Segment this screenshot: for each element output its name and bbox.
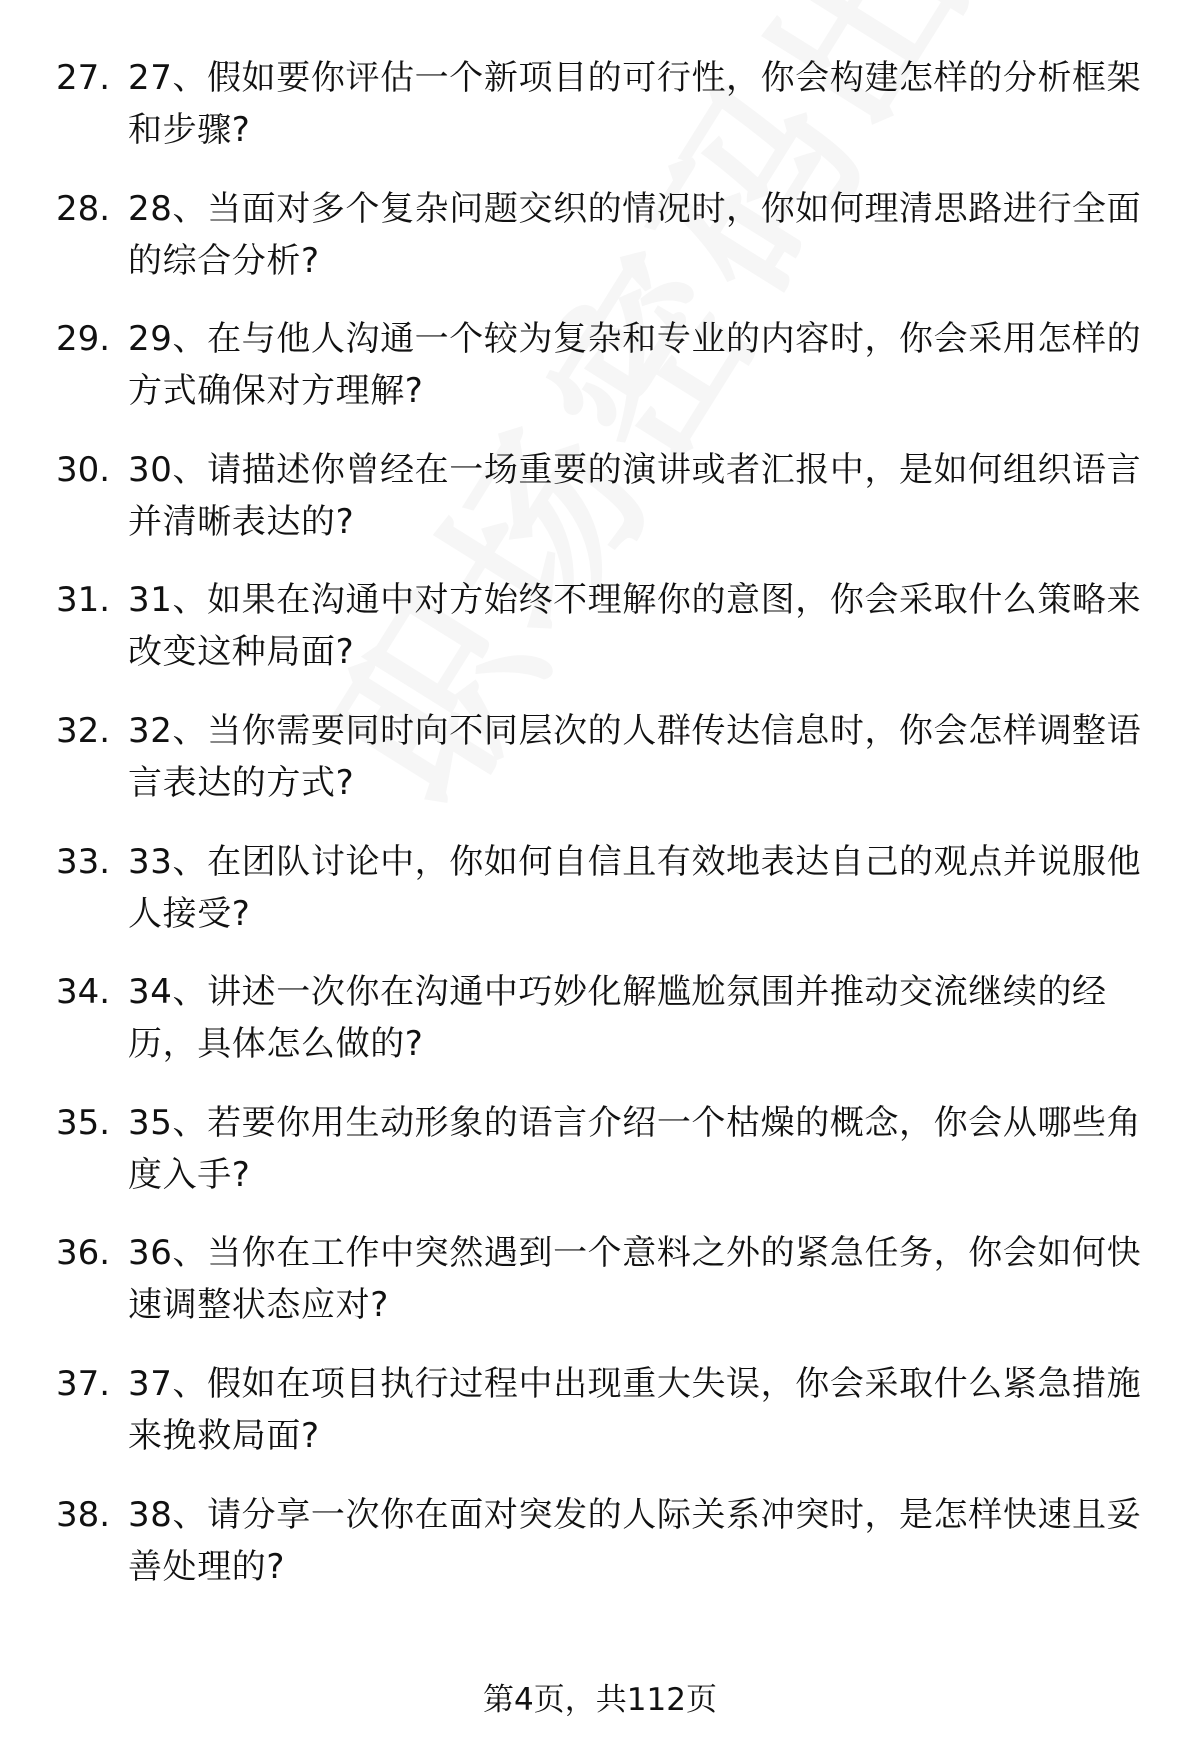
list-item-text: 34、讲述一次你在沟通中巧妙化解尴尬氛围并推动交流继续的经历，具体怎么做的?: [128, 972, 1107, 1065]
list-item-text: 27、假如要你评估一个新项目的可行性，你会构建怎样的分析框架和步骤?: [128, 58, 1142, 150]
list-item-number: 38.: [56, 1494, 111, 1535]
list-item: [0, 1489, 1200, 1620]
list-item-number: 28.: [56, 188, 111, 229]
list-item-text: 29、在与他人沟通一个较为复杂和专业的内容时，你会采用怎样的方式确保对方理解?: [128, 319, 1142, 412]
list-item-number: 29.: [56, 319, 111, 360]
list-item: [0, 1097, 1200, 1228]
list-item-number: 34.: [56, 972, 111, 1013]
list-item-text: 30、请描述你曾经在一场重要的演讲或者汇报中，是如何组织语言并清晰表达的?: [128, 449, 1142, 542]
list-item-number: 35.: [56, 1102, 111, 1143]
list-item: [0, 444, 1200, 575]
list-item-number: 32.: [56, 710, 111, 751]
list-item-text: 35、若要你用生动形象的语言介绍一个枯燥的概念，你会从哪些角度入手?: [128, 1102, 1142, 1195]
list-item-number: 36.: [56, 1233, 111, 1274]
list-item-text: 38、请分享一次你在面对突发的人际关系冲突时，是怎样快速且妥善处理的?: [128, 1494, 1142, 1587]
list-item-number: 27.: [56, 58, 111, 98]
list-item: [0, 1227, 1200, 1358]
list-item: [0, 966, 1200, 1097]
list-item: [0, 313, 1200, 444]
list-item: [0, 183, 1200, 314]
list-item: [0, 1358, 1200, 1489]
list-item-text: 36、当你在工作中突然遇到一个意料之外的紧急任务，你会如何快速调整状态应对?: [128, 1233, 1142, 1326]
list-item-text: 32、当你需要同时向不同层次的人群传达信息时，你会怎样调整语言表达的方式?: [128, 710, 1142, 803]
list-item: [0, 705, 1200, 836]
page-footer: 第4页，共112页: [483, 1682, 717, 1718]
list-item-text: 31、如果在沟通中对方始终不理解你的意图，你会采取什么策略来改变这种局面?: [128, 580, 1142, 673]
list-item: [0, 52, 1200, 183]
list-item-number: 33.: [56, 841, 111, 882]
list-item-text: 37、假如在项目执行过程中出现重大失误，你会采取什么紧急措施来挽救局面?: [128, 1363, 1142, 1456]
list-item-number: 30.: [56, 449, 111, 490]
list-item: [0, 574, 1200, 705]
list-item-number: 37.: [56, 1363, 111, 1404]
list-item-text: 33、在团队讨论中，你如何自信且有效地表达自己的观点并说服他人接受?: [128, 841, 1142, 934]
list-item-number: 31.: [56, 580, 111, 621]
list-item-text: 28、当面对多个复杂问题交织的情况时，你如何理清思路进行全面的综合分析?: [128, 188, 1142, 281]
question-list: [0, 52, 1200, 1619]
list-item: [0, 836, 1200, 967]
